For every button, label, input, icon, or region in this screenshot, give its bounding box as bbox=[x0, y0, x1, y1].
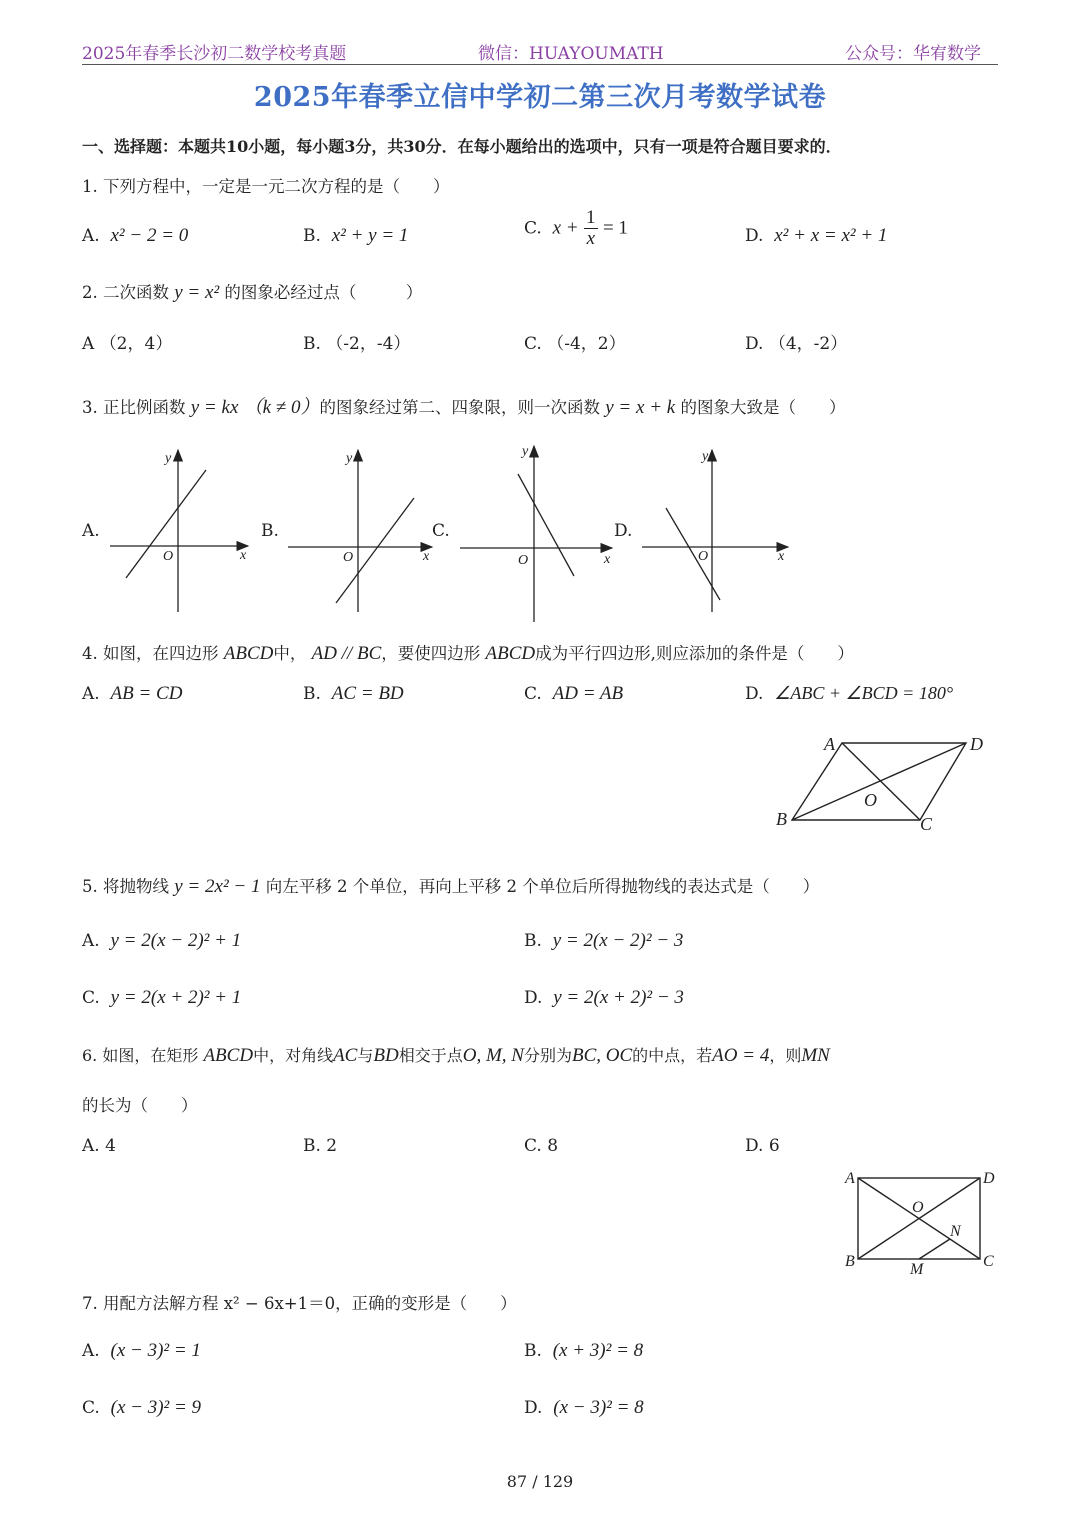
q4-option-d: D. ∠ABC + ∠BCD = 180° bbox=[745, 683, 954, 704]
q6-point-n: N bbox=[950, 1223, 961, 1240]
page-number: 87 / 129 bbox=[506, 1472, 574, 1491]
q6-stem: 6. 如图，在矩形 ABCD中，对角线AC与BD相交于点O, M, N分别为BC, OC的中点，若AO = 4，则MN bbox=[82, 1045, 830, 1066]
graph-b-x-label: x bbox=[423, 549, 430, 564]
q6-center-o: O bbox=[912, 1199, 924, 1216]
q3-label-b: B. bbox=[261, 521, 279, 541]
graph-d-y-label: y bbox=[702, 449, 709, 464]
q6-vertex-b: B bbox=[845, 1253, 855, 1270]
q5-option-d: D. y = 2(x + 2)² − 3 bbox=[524, 987, 684, 1008]
graph-a bbox=[110, 450, 248, 612]
q7-option-a: A. (x − 3)² = 1 bbox=[82, 1340, 201, 1361]
q4-vertex-a: A bbox=[824, 734, 835, 754]
q5-stem: 5. 将抛物线 y = 2x² − 1 向左平移 2 个单位，再向上平移 2 个单位后所得抛物线的表达式是（ ） bbox=[82, 876, 820, 897]
graph-a-x-label: x bbox=[240, 548, 247, 563]
graph-a-origin: O bbox=[163, 549, 174, 564]
q6-vertex-c: C bbox=[983, 1253, 994, 1270]
fraction: $\frac{1}{x}$ bbox=[586, 207, 596, 249]
q7-option-b: B. (x + 3)² = 8 bbox=[524, 1340, 644, 1361]
q4-option-c: C. AD = AB bbox=[524, 683, 624, 704]
q6-point-m: M bbox=[910, 1261, 924, 1278]
q5-option-c: C. y = 2(x + 2)² + 1 bbox=[82, 987, 242, 1008]
q6-stem-line2: 的长为（ ） bbox=[82, 1096, 198, 1115]
q4-vertex-b: B bbox=[776, 809, 787, 829]
graph-b-y-label: y bbox=[346, 451, 353, 466]
q5-option-a: A. y = 2(x − 2)² + 1 bbox=[82, 930, 242, 951]
q3-label-d: D. bbox=[614, 521, 633, 541]
q2-option-b: B. （-2，-4） bbox=[303, 334, 411, 354]
q4-option-b: B. AC = BD bbox=[303, 683, 404, 704]
graph-d-origin: O bbox=[698, 549, 709, 564]
q1-stem: 1. 下列方程中，一定是一元二次方程的是（ ） bbox=[82, 177, 450, 196]
q6-vertex-d: D bbox=[983, 1170, 995, 1187]
q7-option-c: C. (x − 3)² = 9 bbox=[82, 1397, 202, 1418]
q7-stem: 7. 用配方法解方程 x² − 6x+1＝0，正确的变形是（ ） bbox=[82, 1294, 517, 1313]
q5-option-b: B. y = 2(x − 2)² − 3 bbox=[524, 930, 684, 951]
q3-stem: 3. 正比例函数 y = kx （k ≠ 0）的图象经过第二、四象限，则一次函数 y = x + k 的图象大致是（ ） bbox=[82, 397, 846, 418]
graph-a-y-label: y bbox=[165, 451, 172, 466]
q1-option-c: C. x + $\frac{1}{x}$ = 1 bbox=[524, 207, 628, 249]
q4-stem: 4. 如图，在四边形 ABCD中， AD // BC，要使四边形 ABCD成为平行四边形,则应添加的条件是（ ） bbox=[82, 643, 854, 664]
q1-option-a: A. x² − 2 = 0 bbox=[82, 225, 189, 246]
q4-vertex-d: D bbox=[970, 734, 983, 754]
graph-b bbox=[288, 450, 432, 612]
graph-c bbox=[460, 446, 612, 622]
q2-option-c: C. （-4，2） bbox=[524, 334, 626, 354]
graph-b-origin: O bbox=[343, 550, 354, 565]
graph-c-origin: O bbox=[518, 553, 529, 568]
q4-vertex-c: C bbox=[920, 814, 933, 834]
q4-center-o: O bbox=[864, 790, 877, 810]
q6-option-a: A. 4 bbox=[82, 1136, 116, 1156]
graph-c-y-label: y bbox=[522, 444, 529, 459]
q3-label-a: A. bbox=[82, 521, 100, 541]
q2-option-a: A （2，4） bbox=[82, 334, 173, 354]
q7-option-d: D. (x − 3)² = 8 bbox=[524, 1397, 644, 1418]
q6-option-d: D. 6 bbox=[745, 1136, 780, 1156]
q1-option-d: D. x² + x = x² + 1 bbox=[745, 225, 888, 246]
q4-figure bbox=[792, 743, 966, 820]
q6-option-b: B. 2 bbox=[303, 1136, 338, 1156]
graph-c-x-label: x bbox=[604, 552, 611, 567]
q2-option-d: D. （4，-2） bbox=[745, 334, 848, 354]
q6-vertex-a: A bbox=[845, 1170, 855, 1187]
header-left: 2025年春季长沙初二数学校考真题 bbox=[82, 44, 347, 64]
section-heading: 一、选择题：本题共10小题，每小题3分，共30分．在每小题给出的选项中，只有一项是符合题目要求的． bbox=[82, 137, 842, 156]
q6-option-c: C. 8 bbox=[524, 1136, 559, 1156]
page-title: 2025年春季立信中学初二第三次月考数学试卷 bbox=[253, 82, 827, 113]
graph-d-x-label: x bbox=[778, 549, 785, 564]
graph-d bbox=[642, 450, 788, 612]
q2-stem: 2. 二次函数 y = x² 的图象必经过点（ ） bbox=[82, 282, 423, 303]
q6-figure bbox=[858, 1178, 980, 1259]
q4-option-a: A. AB = CD bbox=[82, 683, 183, 704]
q3-label-c: C. bbox=[432, 521, 450, 541]
header-right: 公众号：华宥数学 bbox=[845, 44, 981, 64]
q1-option-b: B. x² + y = 1 bbox=[303, 225, 409, 246]
header-center: 微信：HUAYOUMATH bbox=[478, 44, 664, 64]
